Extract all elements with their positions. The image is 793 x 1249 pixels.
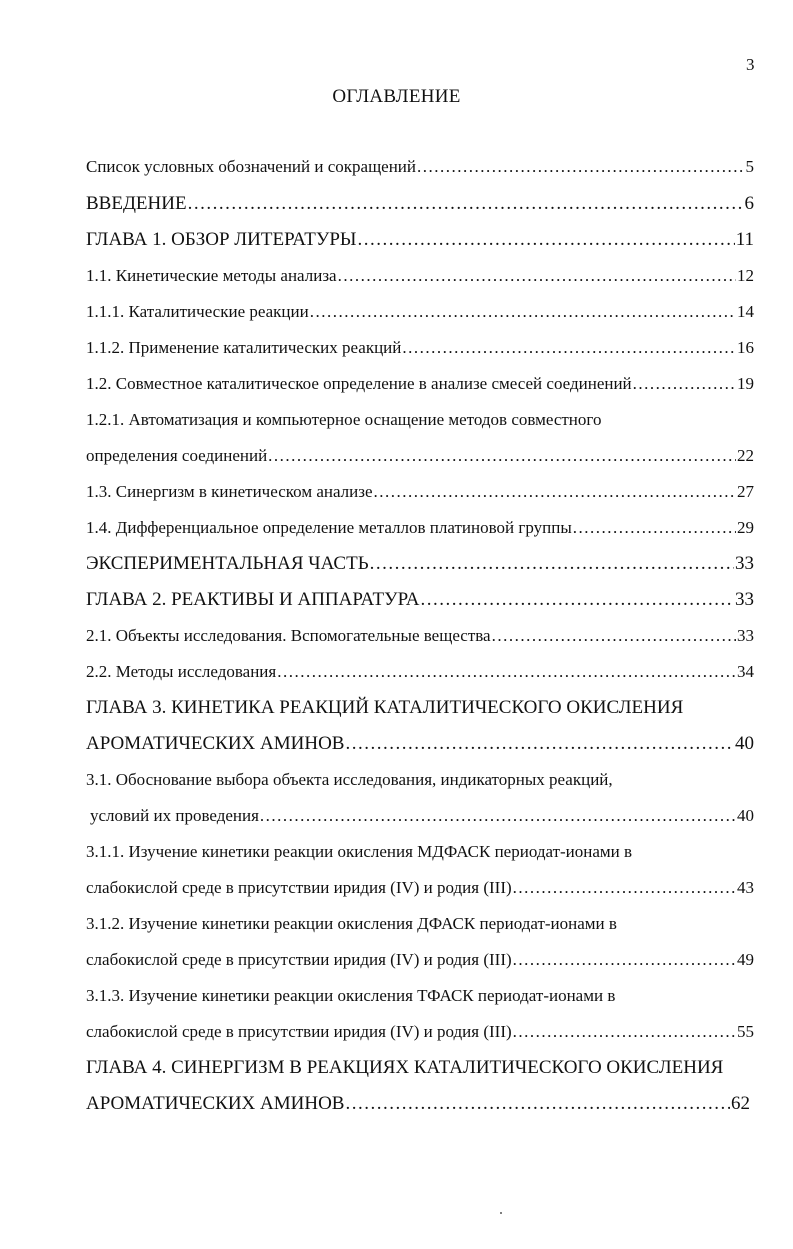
toc-entry-page: 49 — [737, 950, 754, 969]
toc-entry-first-line — [86, 1058, 723, 1077]
toc-entry — [86, 447, 754, 464]
page-title: ОГЛАВЛЕНИЕ — [332, 86, 461, 107]
toc-entry-page: 22 — [737, 446, 754, 465]
toc-entry-page: 62 — [731, 1093, 750, 1114]
toc-entry — [86, 1023, 754, 1040]
toc-entry-first-line — [86, 915, 617, 932]
toc-entry-text: 1.3. Синергизм в кинетическом анализе — [86, 482, 373, 501]
toc-entry-text: ГЛАВА 1. ОБЗОР ЛИТЕРАТУРЫ — [86, 229, 357, 250]
toc-entry-text: 2.1. Объекты исследования. Вспомогательные вещества — [86, 626, 491, 645]
dot-leader — [417, 158, 744, 175]
toc-entry-page: 40 — [737, 806, 754, 825]
dot-leader — [420, 590, 734, 609]
toc-entry-text: 3.1.1. Изучение кинетики реакции окисления МДФАСК периодат-ионами в — [86, 842, 633, 861]
toc-entry — [86, 879, 754, 896]
toc-entry — [86, 519, 754, 536]
dot-leader — [573, 519, 736, 536]
toc-entry-page: 40 — [735, 733, 754, 754]
toc-entry-page: 14 — [737, 302, 754, 321]
toc-entry-text: 1.2. Совместное каталитическое определение в анализе смесей соединений — [86, 374, 632, 393]
toc-entry-page: 16 — [737, 338, 754, 357]
dot-leader — [310, 303, 736, 320]
toc-entry-page: 43 — [737, 878, 754, 897]
toc-entry — [86, 734, 754, 753]
toc-entry-text: 3.1.2. Изучение кинетики реакции окисления ДФАСК периодат-ионами в — [86, 914, 617, 933]
toc-entry-text: 2.2. Методы исследования — [86, 662, 277, 681]
toc-entry — [86, 230, 754, 249]
toc-entry-text: Список условных обозначений и сокращений — [86, 157, 417, 176]
toc-entry — [86, 267, 754, 284]
toc-entry-text: слабокислой среде в присутствии иридия (IV) и родия (III) — [86, 878, 512, 897]
toc-entry-text: 1.1.1. Каталитические реакции — [86, 302, 309, 321]
toc-entry-first-line — [86, 987, 615, 1004]
toc-entry — [86, 951, 754, 968]
toc-entry-text: ЭКСПЕРИМЕНТАЛЬНАЯ ЧАСТЬ — [86, 553, 369, 574]
toc-entry-page: 33 — [735, 589, 754, 610]
dot-leader — [492, 627, 736, 644]
toc-entry-text: 3.1.3. Изучение кинетики реакции окисления ТФАСК периодат-ионами в — [86, 986, 616, 1005]
toc-entry-page: 34 — [737, 662, 754, 681]
scan-speck — [500, 1212, 502, 1214]
dot-leader — [370, 554, 734, 573]
dot-leader — [338, 267, 736, 284]
dot-leader — [513, 879, 736, 896]
dot-leader — [374, 483, 736, 500]
toc-entry-text: слабокислой среде в присутствии иридия (IV) и родия (III) — [86, 1022, 512, 1041]
toc-entry-text: ГЛАВА 3. КИНЕТИКА РЕАКЦИЙ КАТАЛИТИЧЕСКОГО ОКИСЛЕНИЯ — [86, 697, 684, 718]
dot-leader — [513, 1023, 736, 1040]
toc-entry-page: 19 — [737, 374, 754, 393]
toc-entry-text: 1.1. Кинетические методы анализа — [86, 266, 337, 285]
toc-entry — [86, 590, 754, 609]
toc-entry — [86, 483, 754, 500]
toc-entry-page: 33 — [737, 626, 754, 645]
toc-entry-first-line — [86, 698, 683, 717]
toc-entry-text: 3.1. Обоснование выбора объекта исследования, индикаторных реакций, — [86, 770, 613, 789]
toc-entry — [86, 194, 754, 213]
page-number: 3 — [746, 55, 755, 74]
toc-entry-text: 1.2.1. Автоматизация и компьютерное оснащение методов совместного — [86, 410, 602, 429]
toc-entry-page: 33 — [735, 553, 754, 574]
dot-leader — [268, 447, 736, 464]
toc-entry-text: 1.4. Дифференциальное определение металлов платиновой группы — [86, 518, 572, 537]
toc-entry — [86, 158, 754, 175]
toc-entry — [86, 303, 754, 320]
toc-entry — [86, 627, 754, 644]
toc-entry-text: слабокислой среде в присутствии иридия (IV) и родия (III) — [86, 950, 512, 969]
dot-leader — [345, 1094, 730, 1113]
dot-leader — [633, 375, 736, 392]
toc-entry-page: 6 — [744, 193, 754, 214]
toc-entry-first-line — [86, 843, 632, 860]
toc-entry-text: определения соединений — [86, 446, 268, 465]
toc-entry-text: условий их проведения — [90, 806, 259, 825]
toc-entry-page: 29 — [737, 518, 754, 537]
toc-entry-text: АРОМАТИЧЕСКИХ АМИНОВ — [86, 1093, 345, 1114]
dot-leader — [277, 663, 736, 680]
toc-entry — [90, 807, 754, 824]
toc-entry-text: 1.1.2. Применение каталитических реакций — [86, 338, 402, 357]
toc-entry-first-line — [86, 771, 613, 788]
toc-entry — [86, 663, 754, 680]
dot-leader — [513, 951, 736, 968]
toc-entry-text: ГЛАВА 4. СИНЕРГИЗМ В РЕАКЦИЯХ КАТАЛИТИЧЕСКОГО ОКИСЛЕНИЯ — [86, 1057, 724, 1078]
toc-entry — [86, 375, 754, 392]
toc-entry-text: ГЛАВА 2. РЕАКТИВЫ И АППАРАТУРА — [86, 589, 420, 610]
toc-entry-text: АРОМАТИЧЕСКИХ АМИНОВ — [86, 733, 345, 754]
dot-leader — [358, 230, 735, 249]
toc-entry-text: ВВЕДЕНИЕ — [86, 193, 187, 214]
toc-entry-page: 12 — [737, 266, 754, 285]
toc-entry — [86, 1094, 750, 1113]
dot-leader — [188, 194, 744, 213]
toc-entry-page: 5 — [745, 157, 754, 176]
toc-entry-page: 11 — [735, 229, 754, 250]
dot-leader — [402, 339, 736, 356]
toc-entry — [86, 554, 754, 573]
dot-leader — [260, 807, 736, 824]
toc-entry-page: 55 — [737, 1022, 754, 1041]
toc-entry-page: 27 — [737, 482, 754, 501]
toc-entry — [86, 339, 754, 356]
toc-entry-first-line — [86, 411, 601, 428]
dot-leader — [345, 734, 734, 753]
